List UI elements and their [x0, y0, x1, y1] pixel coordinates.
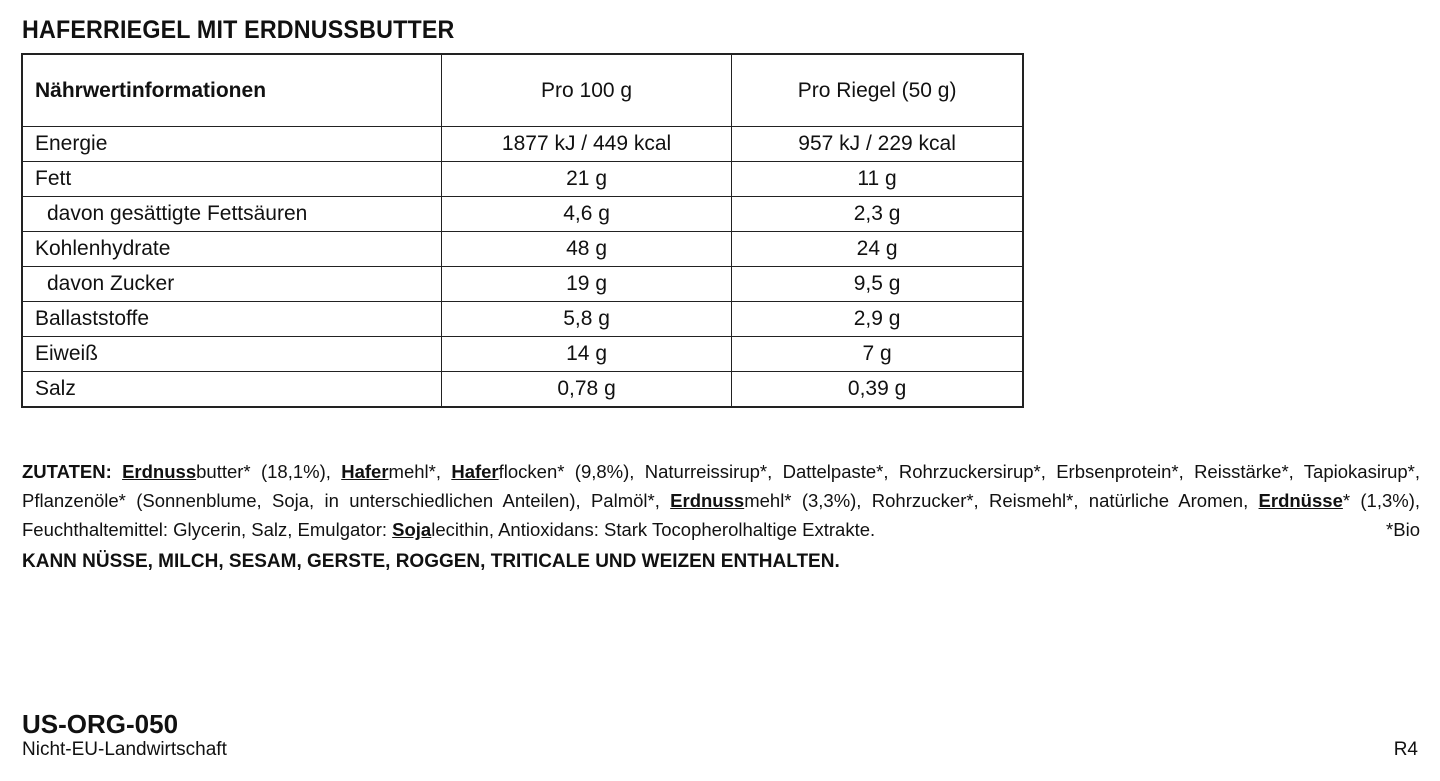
nutrient-label: Kohlenhydrate — [22, 232, 441, 267]
origin-note: Nicht-EU-Landwirtschaft — [22, 739, 227, 760]
ingredient-text: mehl* (3,3%), Rohrzucker*, Reismehl*, natürliche Aromen, — [744, 490, 1259, 511]
allergen-highlight: Hafer — [451, 461, 499, 482]
nutrient-label: davon gesättigte Fettsäuren — [22, 197, 441, 232]
value-per-100g: 4,6 g — [441, 197, 731, 232]
value-per-100g: 21 g — [441, 162, 731, 197]
allergen-highlight: Erdnüsse — [1258, 490, 1343, 511]
value-per-100g: 19 g — [441, 267, 731, 302]
value-per-bar: 9,5 g — [732, 267, 1023, 302]
allergen-warning: KANN NÜSSE, MILCH, SESAM, GERSTE, ROGGEN, TRITICALE UND WEIZEN ENTHALTEN. — [22, 551, 840, 572]
ingredients-list — [22, 461, 1420, 540]
nutrient-label: Eiweiß — [22, 337, 441, 372]
header-per-100g: Pro 100 g — [441, 54, 731, 127]
nutrient-label: Fett — [22, 162, 441, 197]
value-per-100g: 1877 kJ / 449 kcal — [441, 127, 731, 162]
value-per-100g: 5,8 g — [441, 302, 731, 337]
value-per-bar: 11 g — [732, 162, 1023, 197]
allergen-highlight: Hafer — [341, 461, 389, 482]
table-row — [22, 337, 1023, 372]
table-row — [22, 302, 1023, 337]
table-row — [22, 267, 1023, 302]
value-per-100g: 14 g — [441, 337, 731, 372]
value-per-100g: 0,78 g — [441, 372, 731, 408]
value-per-bar: 0,39 g — [732, 372, 1023, 408]
table-row — [22, 162, 1023, 197]
revision-code: R4 — [1393, 739, 1418, 760]
header-per-bar: Pro Riegel (50 g) — [732, 54, 1023, 127]
header-nutrition-info: Nährwertinformationen — [22, 54, 441, 127]
bio-note: *Bio — [1386, 519, 1420, 540]
table-header-row — [22, 54, 1023, 127]
allergen-highlight: Erdnuss — [670, 490, 745, 511]
ingredients-text — [22, 457, 1420, 544]
nutrient-label: Salz — [22, 372, 441, 408]
nutrient-label: Energie — [22, 127, 441, 162]
table-row — [22, 372, 1023, 408]
value-per-bar: 24 g — [732, 232, 1023, 267]
value-per-100g: 48 g — [441, 232, 731, 267]
nutrient-label: davon Zucker — [22, 267, 441, 302]
ingredient-text: * (1,3%), Feuchthaltemittel: Glycerin, Salz, Emulgator: — [22, 490, 1421, 540]
product-title: HAFERRIEGEL MIT ERDNUSSBUTTER — [22, 16, 455, 44]
nutrient-label: Ballaststoffe — [22, 302, 441, 337]
table-row — [22, 127, 1023, 162]
allergen-highlight: Soja — [392, 519, 432, 540]
ingredient-text — [112, 461, 122, 482]
nutrition-table — [21, 53, 1024, 408]
ingredient-text: flocken* (9,8%), Naturreissirup*, Dattelpaste*, Rohrzuckersirup*, Erbsenprotein*, Reisstärke*, Tapiokasirup*, Pflanzenöle* (Sonnenblume, Soja, in unterschiedlichen Anteilen), Palmöl*, — [22, 461, 1421, 511]
allergen-highlight: Erdnuss — [122, 461, 197, 482]
table-row — [22, 197, 1023, 232]
value-per-bar: 2,9 g — [732, 302, 1023, 337]
ingredients-label: ZUTATEN: — [22, 461, 112, 482]
ingredient-text: butter* (18,1%), — [196, 461, 342, 482]
certification-code: US-ORG-050 — [22, 709, 179, 739]
value-per-bar: 7 g — [732, 337, 1023, 372]
value-per-bar: 2,3 g — [732, 197, 1023, 232]
table-row — [22, 232, 1023, 267]
value-per-bar: 957 kJ / 229 kcal — [732, 127, 1023, 162]
ingredient-text: mehl*, — [388, 461, 452, 482]
ingredient-text: lecithin, Antioxidans: Stark Tocopherolhaltige Extrakte. — [431, 519, 876, 540]
